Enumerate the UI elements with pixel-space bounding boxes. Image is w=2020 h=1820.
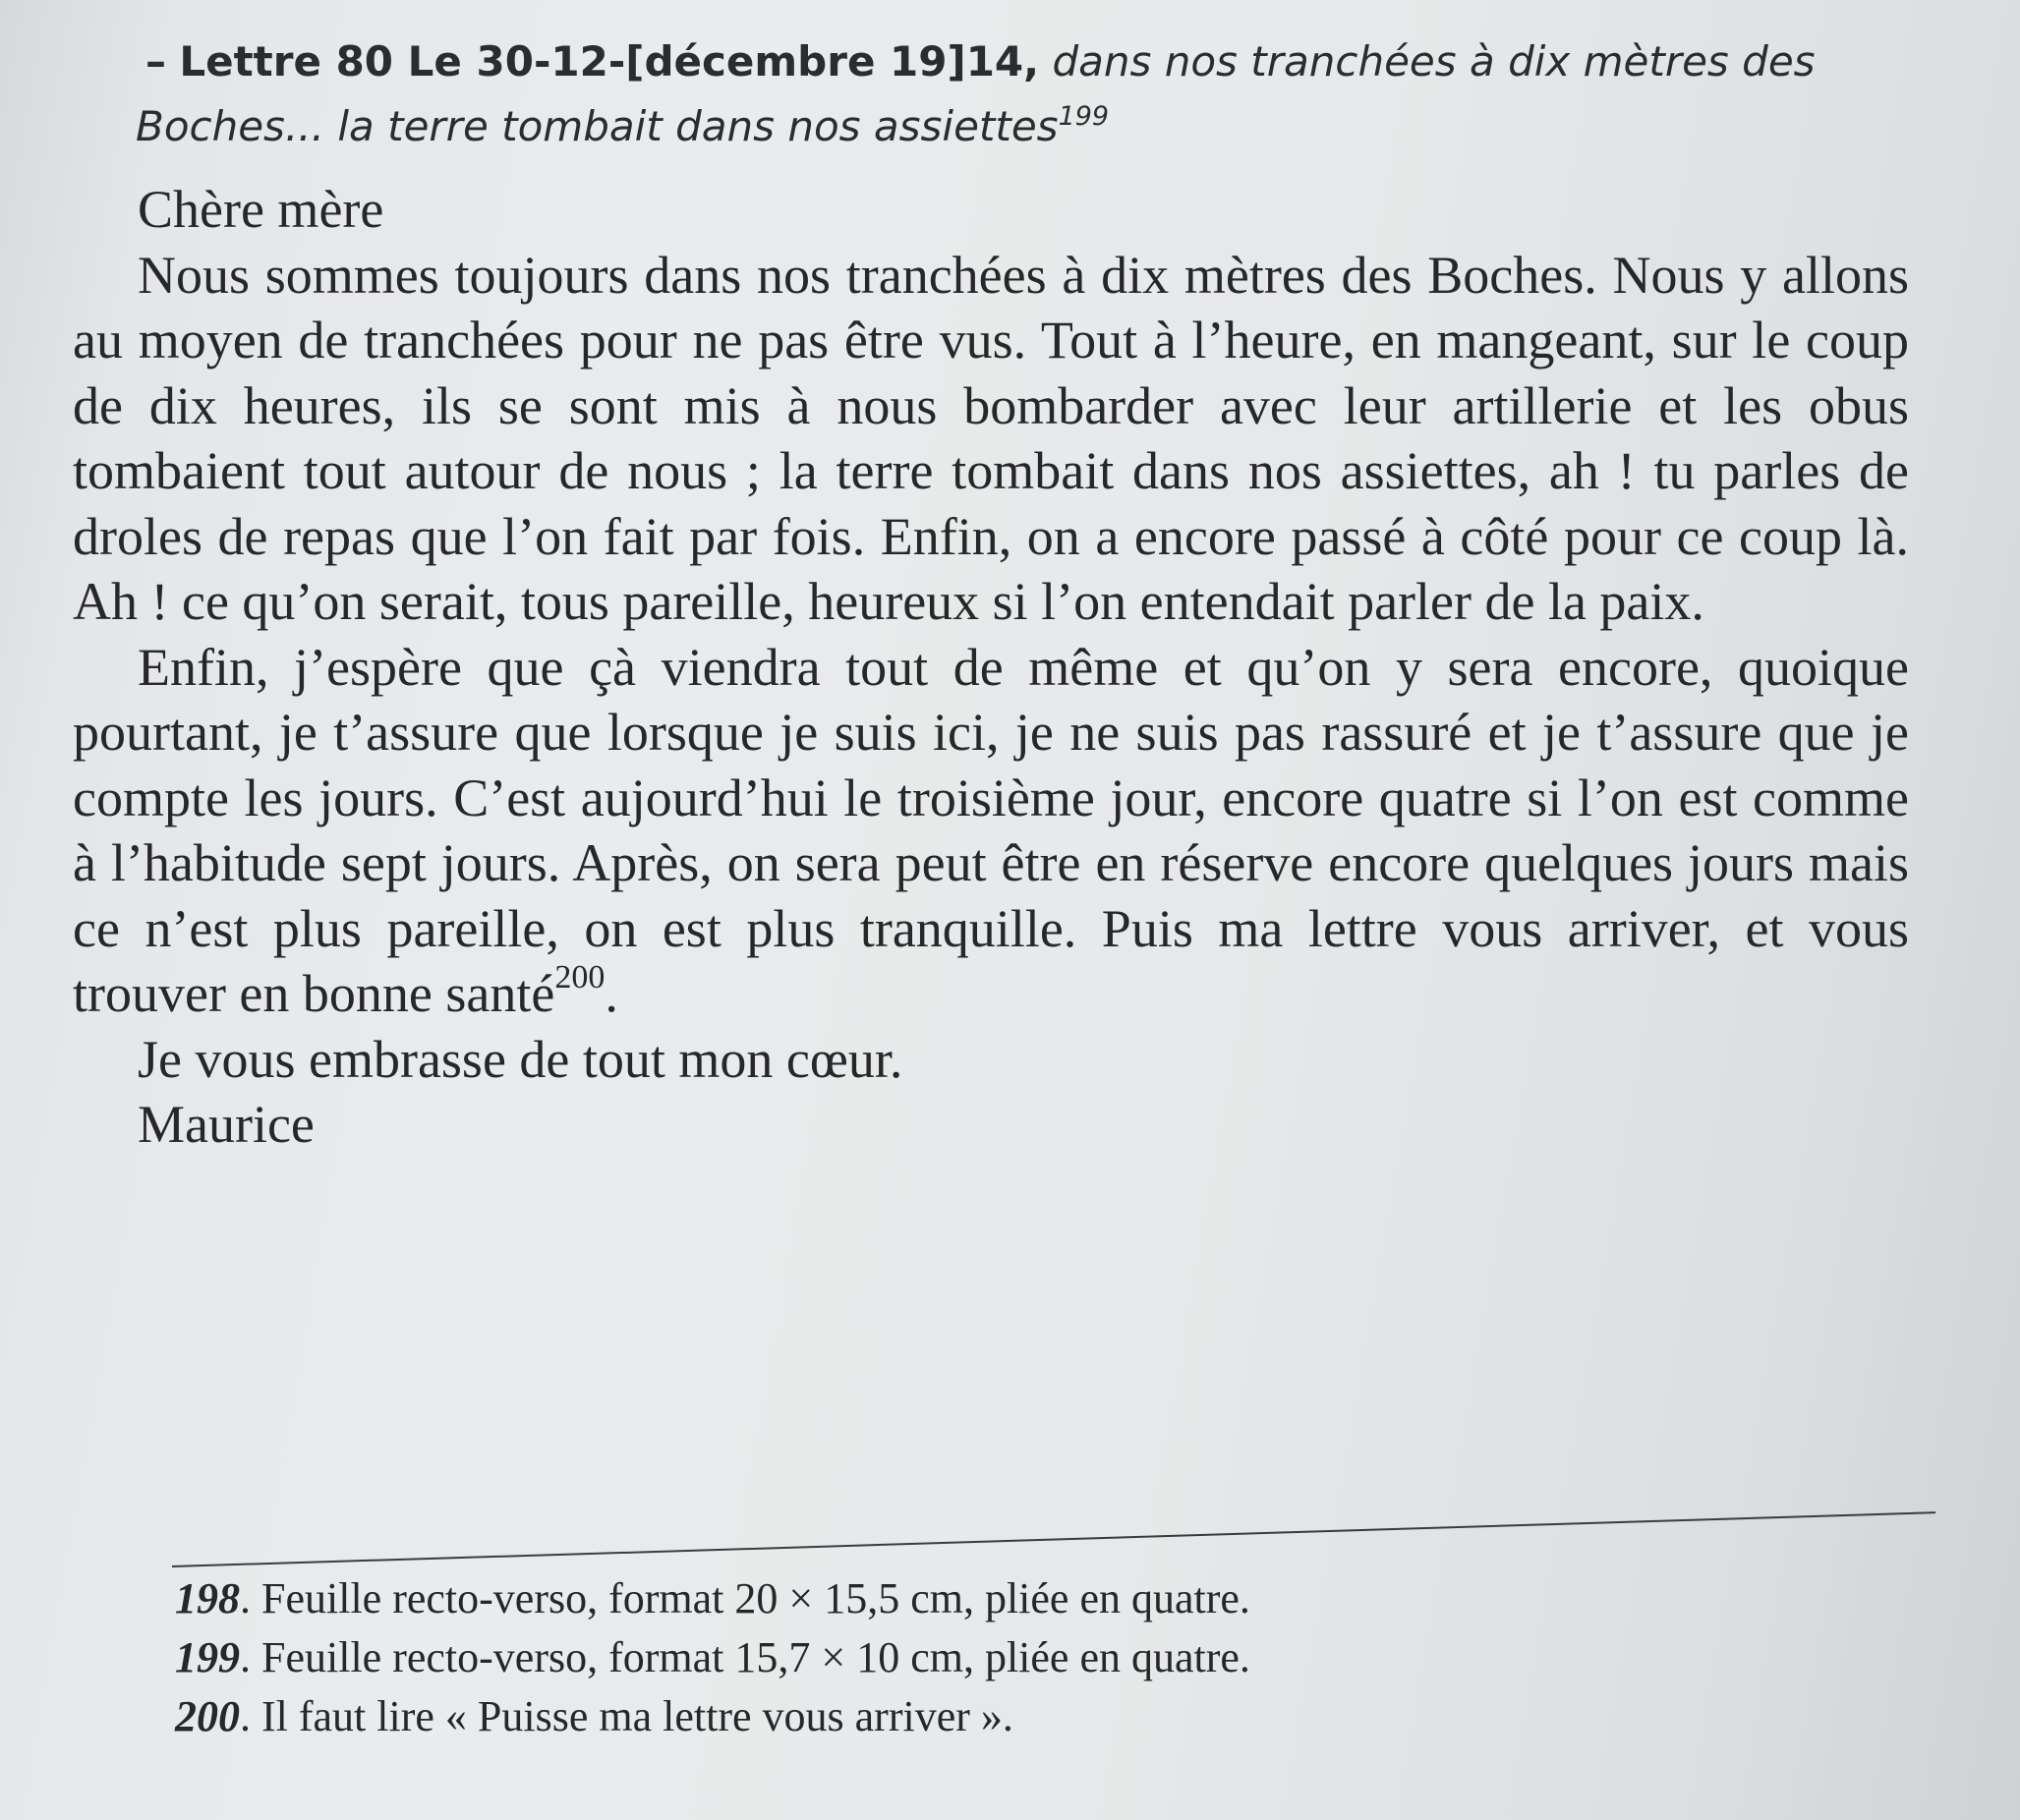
footnote-text: . Il faut lire « Puisse ma lettre vous arriver ». bbox=[240, 1692, 1013, 1740]
footnote-number: 200 bbox=[175, 1692, 240, 1740]
closing-line: Je vous embrasse de tout mon cœur. bbox=[138, 1029, 903, 1089]
signature: Maurice bbox=[138, 1095, 315, 1154]
footnote-200 bbox=[175, 1687, 1925, 1746]
heading-subtitle-line-2: Boches... la terre tombait dans nos assiettes bbox=[136, 102, 1059, 150]
paragraph-2 bbox=[73, 635, 1909, 1027]
footnote-number: 198 bbox=[175, 1574, 240, 1622]
letter-body bbox=[73, 177, 1909, 1158]
footnote-number: 199 bbox=[175, 1633, 240, 1681]
salutation: Chère mère bbox=[138, 180, 384, 239]
heading-letter-number: Lettre 80 Le 30-12-[décembre 19]14, bbox=[179, 37, 1040, 85]
footnote-text: . Feuille recto-verso, format 20 × 15,5 cm, pliée en quatre. bbox=[240, 1574, 1250, 1622]
heading-footnote-ref: 199 bbox=[1058, 101, 1110, 132]
heading-dash: – bbox=[145, 37, 166, 85]
footnotes bbox=[175, 1569, 1925, 1746]
heading-line-1 bbox=[136, 29, 1944, 94]
paragraph-2-footnote-ref: 200 bbox=[554, 959, 606, 995]
footnote-199 bbox=[175, 1628, 1925, 1687]
footnote-text: . Feuille recto-verso, format 15,7 × 10 cm, pliée en quatre. bbox=[240, 1633, 1250, 1681]
letter-heading bbox=[136, 29, 1944, 159]
footnote-separator bbox=[172, 1511, 1935, 1567]
paragraph-1: Nous sommes toujours dans nos tranchées à dix mètres des Boches. Nous y allons au moyen de tranchées pour ne pas être vus. Tout à l’heure, en mangeant, sur le coup de dix heures, ils se sont mis à nous bombarder avec leur artillerie et les obus tombaient tout autour de nous ; la terre tombait dans nos assiettes, ah ! tu parles de droles de repas que l’on fait par fois. Enfin, on a encore passé à côté pour ce coup là. Ah ! ce qu’on serait, tous pareille, heureux si l’on entendait parler de la paix. bbox=[73, 245, 1909, 631]
heading-subtitle-line-1: dans nos tranchées à dix mètres des bbox=[1052, 37, 1816, 85]
footnote-198 bbox=[175, 1569, 1925, 1628]
paragraph-2-text: Enfin, j’espère que çà viendra tout de même et qu’on y sera encore, quoique pourtant, je t’assure que lorsque je suis ici, je ne suis pas rassuré et je t’assure que je compte les jours. C’est aujourd’hui le troisième jour, encore quatre si l’on est comme à l’habitude sept jours. Après, on sera peut être en réserve encore quelques jours mais ce n’est plus pareille, on est plus tranquille. Puis ma lettre vous arriver, et vous trouver en bonne santé bbox=[73, 637, 1909, 1023]
heading-line-2 bbox=[136, 94, 1944, 159]
paragraph-2-end: . bbox=[605, 964, 618, 1023]
